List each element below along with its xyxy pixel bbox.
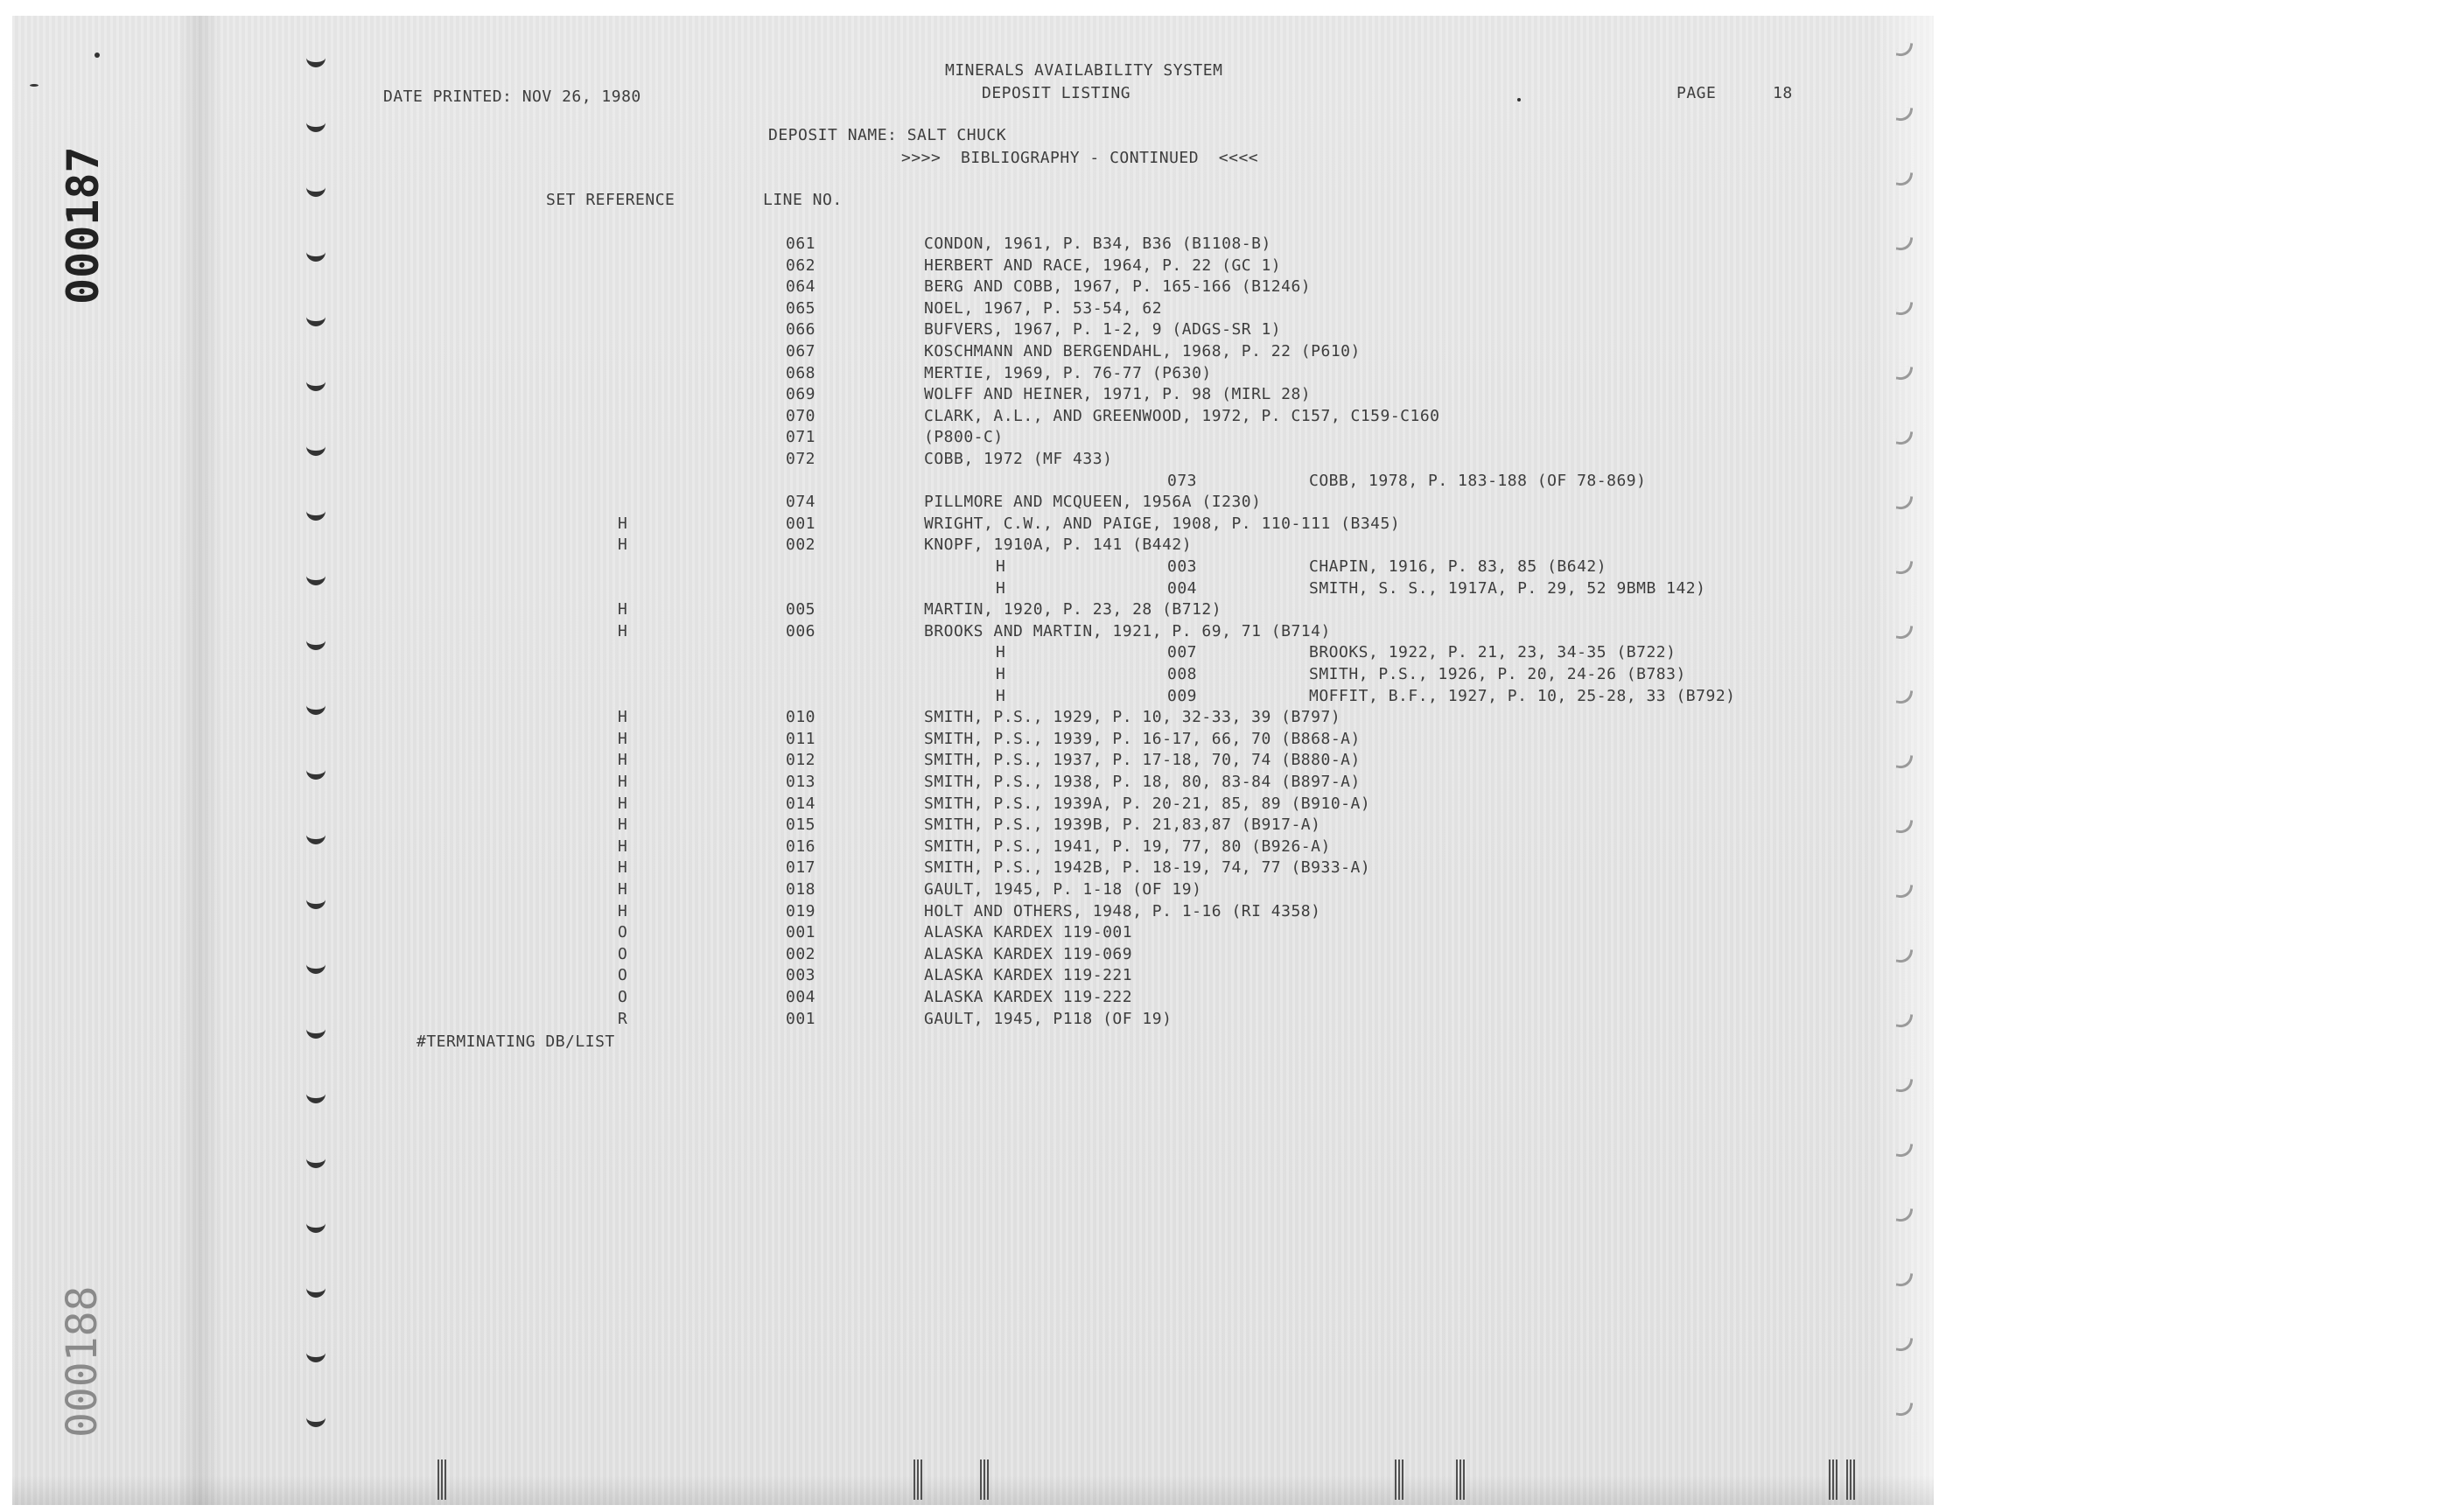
- set-code: H: [618, 536, 628, 554]
- set-code: H: [618, 816, 628, 834]
- reference-text: WOLFF AND HEINER, 1971, P. 98 (MIRL 28): [924, 385, 1312, 403]
- line-number: 019: [786, 902, 816, 920]
- feed-hole-left: [306, 830, 326, 844]
- line-number: 016: [786, 837, 816, 856]
- line-number: 017: [786, 858, 816, 877]
- line-number: 003: [786, 966, 816, 984]
- feed-hole-left: [306, 1153, 326, 1168]
- feed-hole-left: [306, 1218, 326, 1233]
- feed-hole-left: [306, 765, 326, 780]
- line-number: 070: [786, 407, 816, 425]
- reference-text: SMITH, S. S., 1917A, P. 29, 52 9BMB 142): [1309, 579, 1706, 598]
- set-code: H: [618, 858, 628, 877]
- date-printed: DATE PRINTED: NOV 26, 1980: [383, 88, 641, 106]
- line-number: 012: [786, 751, 816, 769]
- feed-hole-left: [306, 1088, 326, 1103]
- reference-text: SMITH, P.S., 1937, P. 17-18, 70, 74 (B880-A): [924, 751, 1361, 769]
- line-number: 007: [1167, 643, 1198, 662]
- line-number: 001: [786, 923, 816, 942]
- set-code: H: [618, 751, 628, 769]
- set-code: H: [618, 600, 628, 619]
- film-edge-mark: [1829, 1460, 1838, 1500]
- line-number: 071: [786, 428, 816, 446]
- reference-text: BERG AND COBB, 1967, P. 165-166 (B1246): [924, 277, 1312, 296]
- film-edge-mark: [980, 1460, 989, 1500]
- reference-text: MARTIN, 1920, P. 23, 28 (B712): [924, 600, 1222, 619]
- reference-text: SMITH, P.S., 1926, P. 20, 24-26 (B783): [1309, 665, 1686, 683]
- feed-hole-left: [306, 182, 326, 197]
- reference-text: KOSCHMANN AND BERGENDAHL, 1968, P. 22 (P610): [924, 342, 1361, 360]
- line-number: 014: [786, 794, 816, 813]
- listing-title: DEPOSIT LISTING: [982, 84, 1131, 102]
- section-heading: >>>> BIBLIOGRAPHY - CONTINUED <<<<: [901, 149, 1259, 167]
- feed-hole-left: [306, 376, 326, 391]
- film-edge-mark: [1395, 1460, 1404, 1500]
- reference-text: ALASKA KARDEX 119-222: [924, 988, 1133, 1006]
- set-code: H: [618, 773, 628, 791]
- reference-text: ALASKA KARDEX 119-221: [924, 966, 1133, 984]
- line-number: 072: [786, 450, 816, 468]
- set-code: O: [618, 988, 628, 1006]
- feed-hole-left: [306, 247, 326, 262]
- reference-text: PILLMORE AND MCQUEEN, 1956A (I230): [924, 493, 1262, 511]
- reference-text: HERBERT AND RACE, 1964, P. 22 (GC 1): [924, 256, 1282, 275]
- line-number: 006: [786, 622, 816, 640]
- line-number: 061: [786, 234, 816, 253]
- reference-text: BUFVERS, 1967, P. 1-2, 9 (ADGS-SR 1): [924, 320, 1282, 339]
- line-number: 004: [786, 988, 816, 1006]
- line-number: 002: [786, 945, 816, 963]
- line-number: 074: [786, 493, 816, 511]
- reference-text: ALASKA KARDEX 119-001: [924, 923, 1133, 942]
- feed-hole-left: [306, 506, 326, 521]
- column-header-set-reference: SET REFERENCE: [546, 191, 676, 209]
- film-edge-mark: [914, 1460, 922, 1500]
- line-number: 013: [786, 773, 816, 791]
- set-code: H: [618, 902, 628, 920]
- feed-hole-left: [306, 700, 326, 715]
- film-edge-mark: [438, 1460, 446, 1500]
- feed-hole-left: [306, 1412, 326, 1427]
- feed-hole-left: [306, 441, 326, 456]
- line-number: 069: [786, 385, 816, 403]
- line-number: 002: [786, 536, 816, 554]
- feed-hole-left: [306, 635, 326, 650]
- set-code: H: [996, 557, 1006, 576]
- set-code: O: [618, 923, 628, 942]
- feed-hole-left: [306, 959, 326, 974]
- set-code: R: [618, 1010, 628, 1028]
- set-code: H: [618, 730, 628, 748]
- printout-sheet: [12, 16, 1934, 1505]
- set-code: H: [618, 708, 628, 726]
- sheet-shading: [178, 16, 220, 1505]
- reference-text: NOEL, 1967, P. 53-54, 62: [924, 299, 1163, 318]
- reference-text: GAULT, 1945, P118 (OF 19): [924, 1010, 1172, 1028]
- reference-text: SMITH, P.S., 1939B, P. 21,83,87 (B917-A): [924, 816, 1321, 834]
- reference-text: MOFFIT, B.F., 1927, P. 10, 25-28, 33 (B792): [1309, 687, 1736, 705]
- film-edge-mark: [1846, 1460, 1855, 1500]
- line-number: 009: [1167, 687, 1198, 705]
- dust-speck: [30, 84, 38, 87]
- deposit-name: DEPOSIT NAME: SALT CHUCK: [768, 126, 1007, 144]
- set-code: H: [996, 579, 1006, 598]
- feed-hole-left: [306, 1024, 326, 1039]
- dust-speck: [1517, 98, 1521, 102]
- set-code: O: [618, 966, 628, 984]
- film-edge-mark: [1456, 1460, 1465, 1500]
- reference-text: HOLT AND OTHERS, 1948, P. 1-16 (RI 4358): [924, 902, 1321, 920]
- page-number: 18: [1773, 84, 1793, 102]
- line-number: 018: [786, 880, 816, 899]
- line-number: 005: [786, 600, 816, 619]
- reference-text: MERTIE, 1969, P. 76-77 (P630): [924, 364, 1212, 382]
- set-code: H: [618, 794, 628, 813]
- sheet-bottom-shading: [12, 1475, 1934, 1505]
- feed-hole-left: [306, 117, 326, 132]
- feed-hole-left: [306, 894, 326, 909]
- reference-text: CHAPIN, 1916, P. 83, 85 (B642): [1309, 557, 1607, 576]
- line-number: 073: [1167, 472, 1198, 490]
- column-header-line-no: LINE NO.: [763, 191, 843, 209]
- line-number: 003: [1167, 557, 1198, 576]
- line-number: 064: [786, 277, 816, 296]
- line-number: 001: [786, 1010, 816, 1028]
- reference-text: SMITH, P.S., 1929, P. 10, 32-33, 39 (B797): [924, 708, 1341, 726]
- reference-text: GAULT, 1945, P. 1-18 (OF 19): [924, 880, 1202, 899]
- dust-speck: [94, 52, 100, 58]
- feed-hole-left: [306, 570, 326, 585]
- line-number: 066: [786, 320, 816, 339]
- set-code: H: [618, 622, 628, 640]
- reference-text: KNOPF, 1910A, P. 141 (B442): [924, 536, 1193, 554]
- feed-hole-left: [306, 1283, 326, 1298]
- line-number: 008: [1167, 665, 1198, 683]
- film-frame-number: 000187: [58, 146, 108, 304]
- set-code: O: [618, 945, 628, 963]
- terminating-line: #TERMINATING DB/LIST: [416, 1032, 615, 1051]
- line-number: 067: [786, 342, 816, 360]
- reference-text: SMITH, P.S., 1939A, P. 20-21, 85, 89 (B910-A): [924, 794, 1371, 813]
- line-number: 015: [786, 816, 816, 834]
- feed-hole-left: [306, 312, 326, 326]
- line-number: 011: [786, 730, 816, 748]
- reference-text: CLARK, A.L., AND GREENWOOD, 1972, P. C157, C159-C160: [924, 407, 1440, 425]
- reference-text: COBB, 1972 (MF 433): [924, 450, 1113, 468]
- feed-hole-left: [306, 52, 326, 67]
- line-number: 065: [786, 299, 816, 318]
- reference-text: BROOKS AND MARTIN, 1921, P. 69, 71 (B714): [924, 622, 1331, 640]
- line-number: 001: [786, 514, 816, 533]
- reference-text: BROOKS, 1922, P. 21, 23, 34-35 (B722): [1309, 643, 1676, 662]
- reference-text: COBB, 1978, P. 183-188 (OF 78-869): [1309, 472, 1647, 490]
- set-code: H: [996, 665, 1006, 683]
- system-title: MINERALS AVAILABILITY SYSTEM: [945, 61, 1223, 80]
- film-frame-number-faint: 000188: [58, 1285, 107, 1438]
- line-number: 068: [786, 364, 816, 382]
- reference-text: CONDON, 1961, P. B34, B36 (B1108-B): [924, 234, 1271, 253]
- line-number: 010: [786, 708, 816, 726]
- reference-text: WRIGHT, C.W., AND PAIGE, 1908, P. 110-111 (B345): [924, 514, 1401, 533]
- set-code: H: [618, 880, 628, 899]
- reference-text: SMITH, P.S., 1942B, P. 18-19, 74, 77 (B933-A): [924, 858, 1371, 877]
- reference-text: SMITH, P.S., 1939, P. 16-17, 66, 70 (B868-A): [924, 730, 1361, 748]
- line-number: 062: [786, 256, 816, 275]
- reference-text: SMITH, P.S., 1938, P. 18, 80, 83-84 (B897-A): [924, 773, 1361, 791]
- set-code: H: [996, 687, 1006, 705]
- reference-text: SMITH, P.S., 1941, P. 19, 77, 80 (B926-A): [924, 837, 1331, 856]
- page-label: PAGE: [1676, 84, 1717, 102]
- set-code: H: [618, 514, 628, 533]
- set-code: H: [618, 837, 628, 856]
- feed-hole-left: [306, 1348, 326, 1362]
- reference-text: ALASKA KARDEX 119-069: [924, 945, 1133, 963]
- line-number: 004: [1167, 579, 1198, 598]
- reference-text: (P800-C): [924, 428, 1004, 446]
- set-code: H: [996, 643, 1006, 662]
